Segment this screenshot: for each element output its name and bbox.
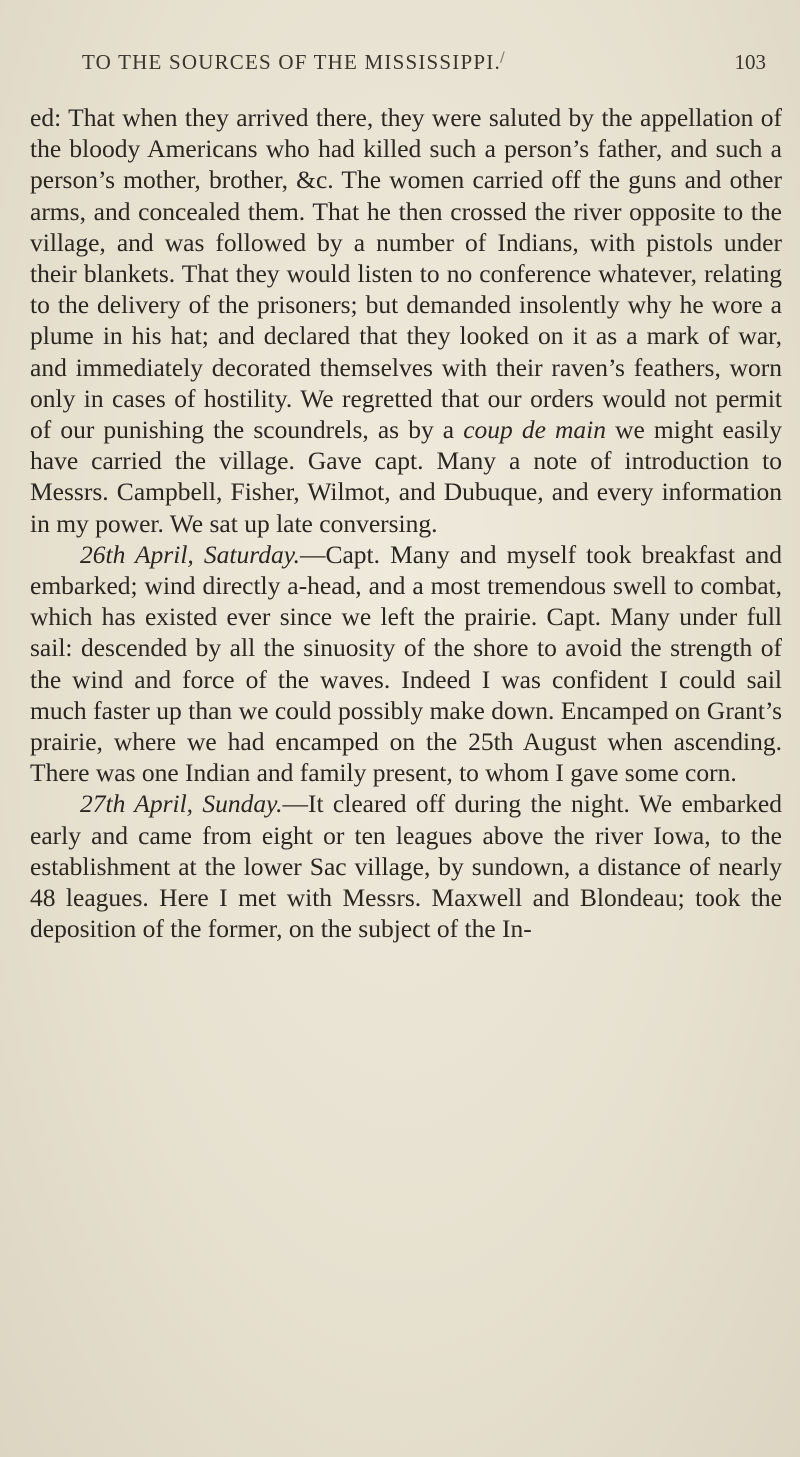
paragraph-1-text-2: we might easily have carried the village. Gave capt. Many a note of introduction to Messrs. Campbell, Fisher, Wilmot, and Dubuque, and every information in my power. We sat up late conversing. [30, 415, 782, 538]
paragraph-1 [30, 102, 782, 539]
body-text [30, 102, 782, 944]
paragraph-1-text-1: ed: That when they arrived there, they were saluted by the appellation of the bloody Americans who had killed such a person’s father, and such a person’s mother, brother, &c. The women carried off the guns and other arms, and concealed them. That he then crossed the river opposite to the village, and was followed by a number of Indians, with pistols under their blankets. That they would listen to no conference whatever, relating to the delivery of the prisoners; but demanded insolently why he wore a plume in his hat; and declared that they looked on it as a mark of war, and immediately decorated themselves with their raven’s feathers, worn only in cases of hostility. We regretted that our orders would not permit of our punishing the scoundrels, as by a [30, 103, 782, 445]
paragraph-3 [30, 788, 782, 944]
running-head: TO THE SOURCES OF THE MISSISSIPPI. [82, 50, 501, 74]
paragraph-1-italic-phrase: coup de main [463, 415, 607, 445]
page-number: 103 [734, 50, 766, 74]
paragraph-3-text: —It cleared off during the night. We embarked early and came from eight or ten leagues above the river Iowa, to the establishment at the lower Sac village, by sundown, a distance of nearly 48 leagues. Here I met with Messrs. Maxwell and Blondeau; took the deposition of the former, on the subject of the In- [30, 789, 782, 944]
page-header [30, 50, 782, 90]
paragraph-3-date: 27th April, Sunday. [80, 789, 283, 819]
paragraph-2 [30, 539, 782, 789]
top-mark: / [500, 50, 505, 66]
paragraph-2-text: —Capt. Many and myself took breakfast and embarked; wind directly a-head, and a most tremendous swell to combat, which has existed ever since we left the prairie. Capt. Many under full sail: descended by all the sinuosity of the shore to avoid the strength of the wind and force of the waves. Indeed I was confident I could sail much faster up than we could possibly make down. Encamped on Grant’s prairie, where we had encamped on the 25th August when ascending. There was one Indian and family present, to whom I gave some corn. [30, 539, 782, 788]
book-page [30, 0, 782, 1457]
paragraph-2-date: 26th April, Saturday. [80, 539, 300, 569]
